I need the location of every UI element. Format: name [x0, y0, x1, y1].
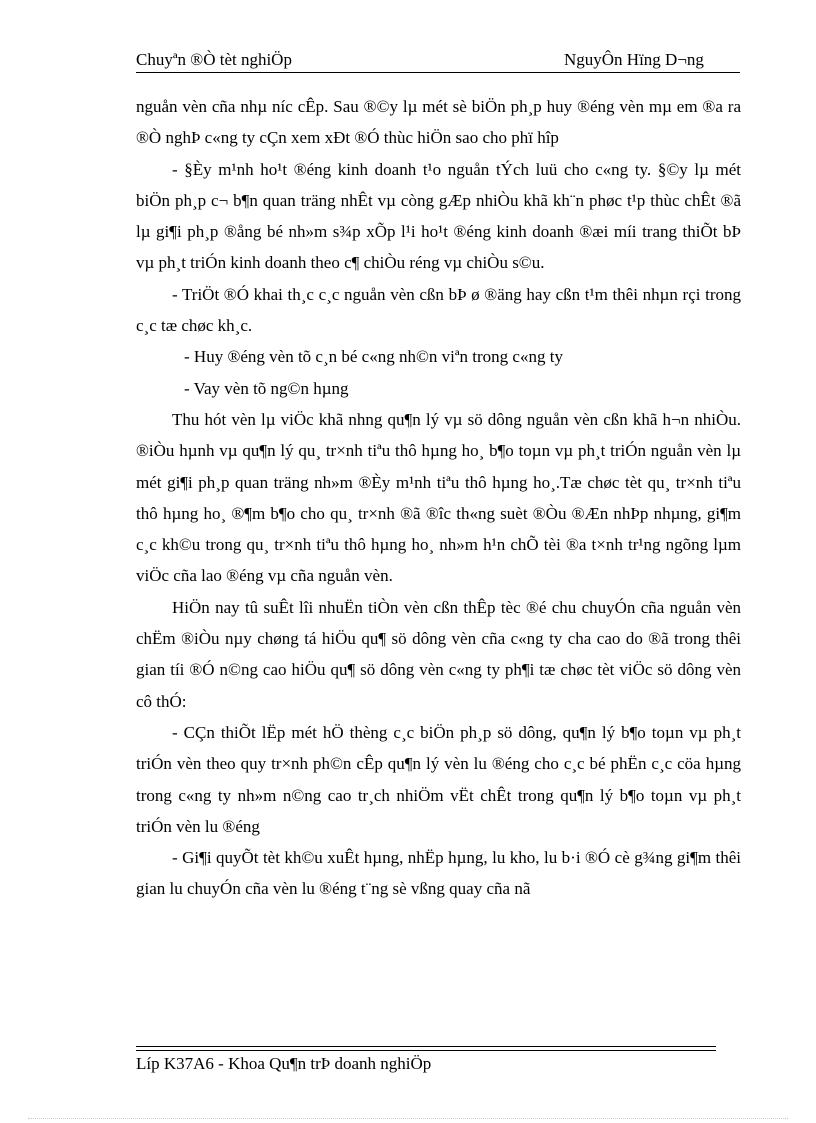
paragraph-7: HiÖn nay tû suÊt lîi nhuËn tiÒn vèn cßn thÊp tèc ®é chu chuyÓn cña nguån vèn chËm ®iÒu nµy chøng tá hiÖu qu¶ sö dông vèn cña c«ng ty cha cao do ®ã trong thêi gian tíi ®Ó n©ng cao hiÖu qu¶ sö dông vèn c«ng ty ph¶i tæ chøc tèt viÖc sö dông vèn cô thÓ: [136, 597, 741, 711]
paragraph-4: - Huy ®éng vèn tõ c¸n bé c«ng nh©n viªn trong c«ng ty [184, 347, 563, 367]
header-author: NguyÔn Hïng D¬ng [564, 50, 704, 69]
header-divider [136, 72, 740, 73]
document-body [136, 91, 741, 905]
paragraph-1: nguån vèn cña nhµ níc cÊp. Sau ®©y lµ mét sè biÖn ph¸p huy ®éng vèn mµ em ®a ra ®Ò nghÞ c«ng ty cÇn xem xÐt ®Ó thùc hiÖn sao cho phï hîp [136, 97, 741, 148]
paragraph-9: - Gi¶i quyÕt tèt kh©u xuÊt hµng, nhËp hµng, lu kho, lu b·i ®Ó cè g¾ng gi¶m thêi gian lu chuyÓn cña vèn lu ®éng t¨ng sè vßng quay cña nã [136, 848, 741, 899]
page-header [136, 50, 742, 72]
paragraph-5: - Vay vèn tõ ng©n hµng [184, 378, 349, 398]
paragraph-3: - TriÖt ®Ó khai th¸c c¸c nguån vèn cßn bÞ ø ®äng hay cßn t¹m thêi nhµn rçi trong c¸c tæ chøc kh¸c. [136, 284, 741, 336]
header-title: Chuyªn ®Ò tèt nghiÖp [136, 50, 292, 69]
footer-divider-bottom [136, 1050, 716, 1051]
page-edge-dotted-line [28, 1118, 788, 1119]
footer-divider-top [136, 1046, 716, 1047]
page-footer: Líp K37A6 - Khoa Qu¶n trÞ doanh nghiÖp [136, 1054, 432, 1073]
paragraph-8: - CÇn thiÕt lËp mét hÖ thèng c¸c biÖn ph¸p sö dông, qu¶n lý b¶o toµn vµ ph¸t triÓn vèn theo quy tr×nh ph©n cÊp qu¶n lý vèn lu ®éng cho c¸c bé phËn c¸c cöa hµng trong c«ng ty nh»m n©ng cao tr¸ch nhiÖm vËt chÊt trong qu¶n lý b¶o toµn vµ ph¸t triÓn vèn lu ®éng [136, 722, 741, 836]
paragraph-2: - §Èy m¹nh ho¹t ®éng kinh doanh t¹o nguån tÝch luü cho c«ng ty. §©y lµ mét biÖn ph¸p c¬ b¶n quan träng nhÊt vµ còng gÆp nhiÒu khã kh¨n phøc t¹p thùc chÊt ®ã lµ gi¶i ph¸p ®ång bé nh»m s¾p xÕp l¹i ho¹t ®éng kinh doanh ®æi míi trang thiÕt bÞ vµ ph¸t triÓn kinh doanh theo c¶ chiÒu réng vµ chiÒu s©u. [136, 159, 741, 273]
paragraph-6: Thu hót vèn lµ viÖc khã nhng qu¶n lý vµ sö dông nguån vèn cßn khã h¬n nhiÒu. ®iÒu hµnh vµ qu¶n lý qu¸ tr×nh tiªu thô hµng ho¸ b¶o toµn vµ ph¸t triÓn nguån vèn lµ mét gi¶i ph¸p quan träng nh»m ®Èy m¹nh tiªu thô hµng ho¸.Tæ chøc tèt qu¸ tr×nh tiªu thô hµng ho¸ ®¶m b¶o cho qu¸ tr×nh ®ã ®îc th«ng suèt ®Òu ®Æn nhÞp nhµng, gi¶m c¸c kh©u trong qu¸ tr×nh tiªu thô hµng ho¸ nh»m h¹n chÕ tèi ®a t×nh tr¹ng ngõng lµm viÖc cña lao ®éng vµ cña nguån vèn. [136, 409, 741, 586]
